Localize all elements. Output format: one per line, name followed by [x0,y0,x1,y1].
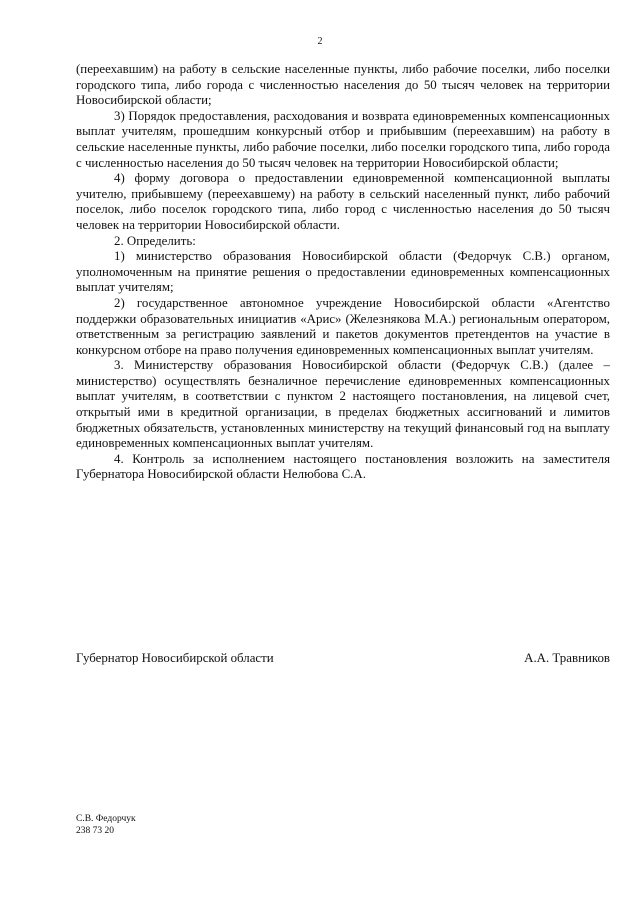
signatory-position: Губернатор Новосибирской области [76,651,274,665]
paragraph-item-3: 3) Порядок предоставления, расходования и возврата единовременных компенсационных выплат учителям, прошедшим конкурсный отбор и прибывшим (переехавшим) на работу в сельские населенные пункты, либо рабочие поселки, либо поселки городского типа, либо города с численностью населения до 50 тысяч человек на территории Новосибирской области; [76,108,610,170]
paragraph-section-4: 4. Контроль за исполнением настоящего постановления возложить на заместителя Губернатора Новосибирской области Нелюбова С.А. [76,451,610,482]
paragraph-item-4: 4) форму договора о предоставлении единовременной компенсационной выплаты учителю, прибывшему (переехавшему) на работу в сельский населенный пункт, либо рабочий поселок, либо поселок городского типа, либо город с численностью населения до 50 тысяч человек на территории Новосибирской области. [76,171,610,232]
paragraph-section-2-item-1: 1) министерство образования Новосибирской области (Федорчук С.В.) органом, уполномоченным на принятие решения о предоставлении единовременных компенсационных выплат учителям; [76,249,610,295]
paragraph-continuation: (переехавшим) на работу в сельские населенные пункты, либо рабочие поселки, либо поселки городского типа, либо города с численностью населения до 50 тысяч человек на территории Новосибирской области; [76,62,610,108]
document-body [76,62,610,483]
paragraph-section-2-item-2: 2) государственное автономное учреждение Новосибирской области «Агентство поддержки образовательных инициатив «Арис» (Железнякова М.А.) региональным оператором, ответственным за регистрацию заявлений и пакетов документов претендентов на участие в конкурсном отборе на право получения единовременных компенсационных выплат учителям. [76,295,610,357]
page-number: 2 [317,36,323,47]
signatory-name: А.А. Травников [524,651,610,665]
executor-block [76,813,136,837]
paragraph-section-3: 3. Министерству образования Новосибирской области (Федорчук С.В.) (далее – министерство) осуществлять безналичное перечисление единовременных компенсационных выплат учителям, в соответствии с пунктом 2 настоящего постановления, на лицевой счет, открытый ими в кредитной организации, в пределах бюджетных ассигнований и лимитов бюджетных обязательств, установленных министерству на текущий финансовый год на выплату единовременных компенсационных выплат учителям. [76,358,610,451]
signature-block [76,651,610,667]
paragraph-section-2: 2. Определить: [114,233,196,248]
executor-phone: 238 73 20 [76,826,114,836]
executor-name: С.В. Федорчук [76,814,136,824]
